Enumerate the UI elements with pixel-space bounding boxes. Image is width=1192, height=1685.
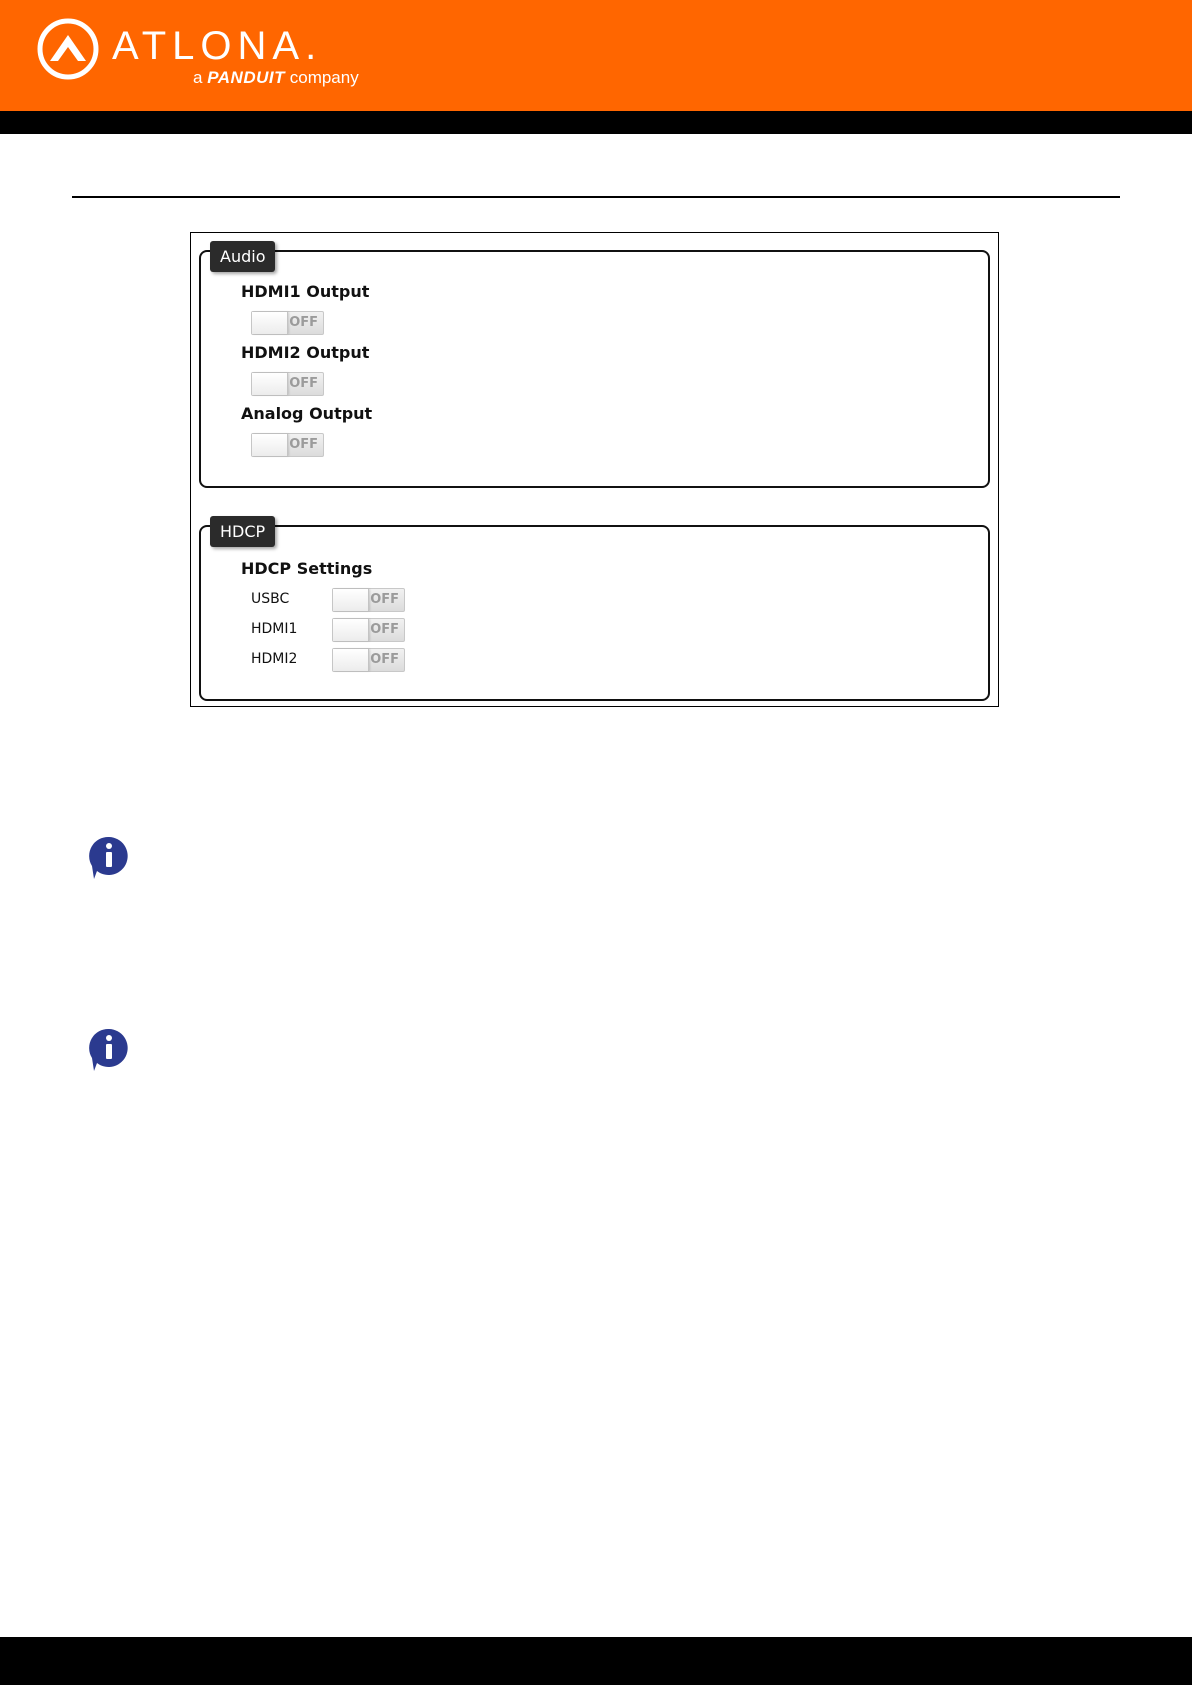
info-icon: [88, 1027, 130, 1073]
footer-bar: [0, 1637, 1192, 1685]
toggle-hdcp-hdmi2[interactable]: [332, 648, 405, 672]
section-rule: [72, 196, 1120, 198]
toggle-knob: [333, 649, 369, 671]
header-band: [0, 111, 1192, 134]
audio-fieldset: [199, 247, 990, 488]
tagline-brand: PANDUIT: [207, 68, 285, 87]
hdcp-row-label-usbc: USBC: [251, 591, 290, 607]
toggle-hdcp-usbc[interactable]: [332, 588, 405, 612]
toggle-state: OFF: [289, 315, 318, 330]
audio-legend: Audio: [210, 241, 275, 272]
toggle-state: OFF: [289, 376, 318, 391]
toggle-knob: [333, 619, 369, 641]
toggle-knob: [252, 373, 288, 395]
hdcp-legend: HDCP: [210, 516, 275, 547]
field-label-hdmi2-output: HDMI2 Output: [241, 343, 370, 362]
brand-wordmark: ATLONA.: [112, 24, 323, 68]
info-icon: [88, 835, 130, 881]
toggle-state: OFF: [370, 592, 399, 607]
toggle-analog-output[interactable]: [251, 433, 324, 457]
tagline-suffix: company: [289, 68, 359, 87]
field-label-hdmi1-output: HDMI1 Output: [241, 282, 370, 301]
hdcp-row-label-hdmi1: HDMI1: [251, 621, 298, 637]
toggle-state: OFF: [370, 622, 399, 637]
toggle-state: OFF: [289, 437, 318, 452]
hdcp-fieldset: [199, 522, 990, 701]
toggle-hdmi2-output[interactable]: [251, 372, 324, 396]
toggle-knob: [252, 312, 288, 334]
hdcp-row-label-hdmi2: HDMI2: [251, 651, 298, 667]
settings-screenshot: [190, 232, 999, 707]
toggle-knob: [333, 589, 369, 611]
toggle-hdmi1-output[interactable]: [251, 311, 324, 335]
toggle-state: OFF: [370, 652, 399, 667]
hdcp-settings-title: HDCP Settings: [241, 559, 373, 578]
toggle-hdcp-hdmi1[interactable]: [332, 618, 405, 642]
brand-tagline: [193, 68, 359, 88]
atlona-logo-icon: [36, 17, 100, 81]
tagline-prefix: a: [193, 68, 203, 87]
toggle-knob: [252, 434, 288, 456]
header-bar: [0, 0, 1192, 111]
field-label-analog-output: Analog Output: [241, 404, 373, 423]
